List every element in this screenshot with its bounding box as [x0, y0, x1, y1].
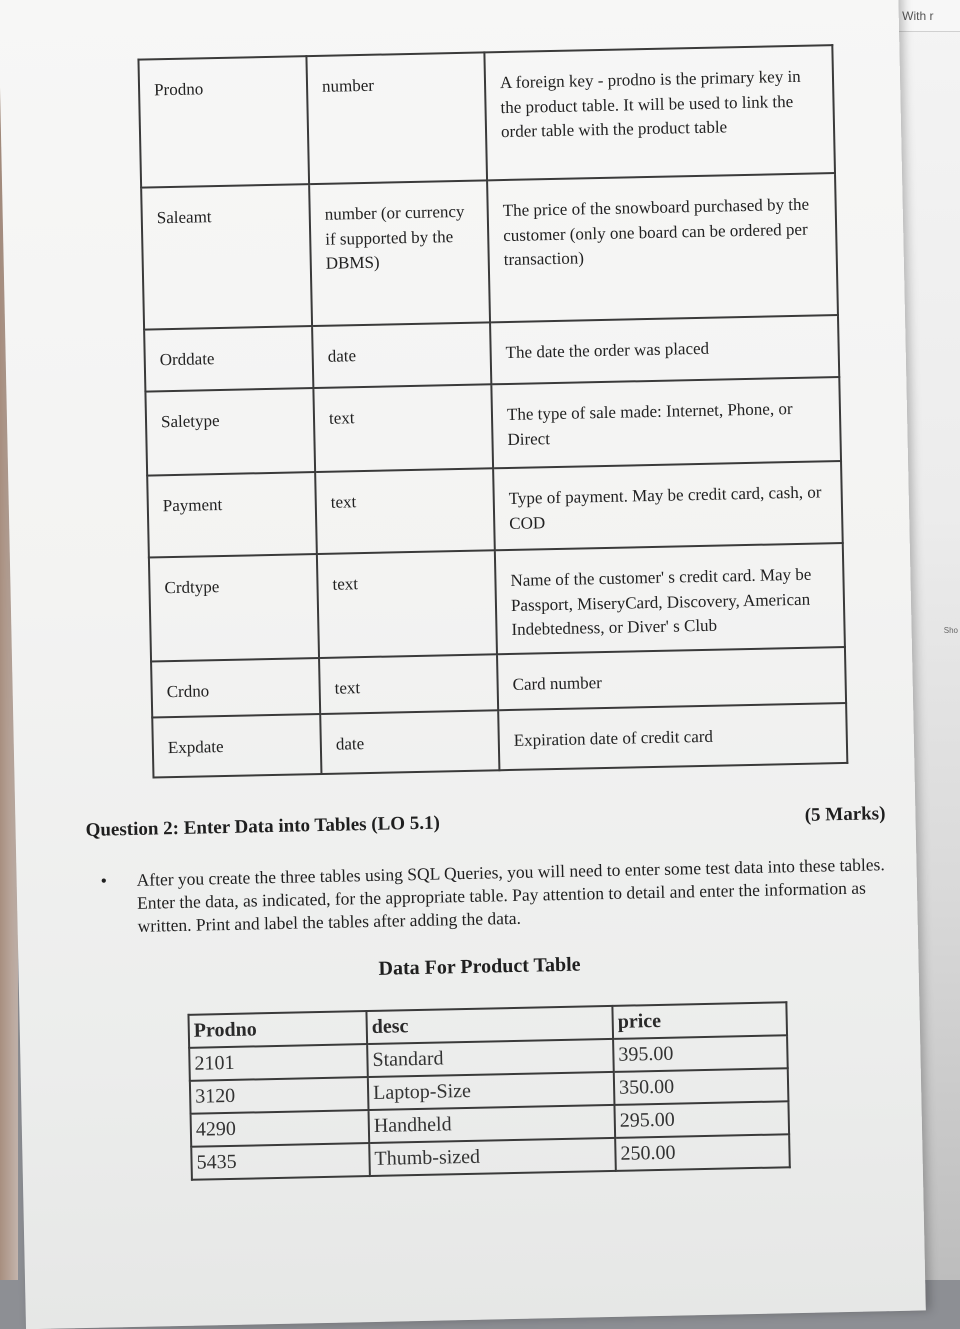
field-description: Name of the customer' s credit card. May be Passport, MiseryCard, Discovery, American Indebtedness, or Diver' s Club [495, 543, 845, 654]
question-marks: (5 Marks) [804, 803, 886, 826]
field-name: Crdno [151, 658, 320, 718]
field-description: The date the order was placed [490, 315, 839, 384]
field-name: Crdtype [149, 554, 319, 661]
field-name: Payment [147, 472, 317, 558]
field-name: Expdate [152, 714, 321, 778]
table-cell: 4290 [191, 1110, 370, 1147]
table-cell: 2101 [189, 1044, 368, 1081]
instruction-text: After you create the three tables using SQL Queries, you will need to enter some test data into these tables. Enter the data, as indicated, for the appropriate table. Pay attention to detail and enter the information as written. Print and label the tables after adding the data. [136, 854, 885, 937]
field-type: text [313, 384, 493, 472]
field-type: text [315, 468, 495, 554]
table-cell: 250.00 [615, 1134, 790, 1171]
table-cell: 3120 [190, 1077, 369, 1114]
table-row [149, 543, 845, 662]
field-name: Saletype [145, 388, 315, 475]
product-table-title: Data For Product Table [378, 953, 581, 980]
table-cell: 395.00 [613, 1035, 788, 1072]
field-name: Prodno [138, 56, 309, 187]
order-schema-table [137, 44, 848, 778]
field-type: date [320, 710, 499, 774]
question-heading [85, 803, 885, 842]
field-description: Expiration date of credit card [498, 703, 847, 770]
monitor-side-text: Sho [943, 626, 958, 635]
table-cell: Standard [367, 1039, 614, 1077]
field-type: text [319, 654, 498, 714]
question-title: Question 2: Enter Data into Tables (LO 5.1) [85, 812, 441, 841]
column-header: Prodno [188, 1011, 367, 1048]
field-name: Saleamt [141, 184, 312, 329]
table-row [138, 45, 835, 188]
browser-tab-label: With r [902, 8, 934, 23]
column-header: desc [366, 1006, 613, 1044]
table-row [141, 173, 838, 330]
field-description: Card number [497, 647, 846, 710]
table-cell: 295.00 [614, 1101, 789, 1138]
table-cell: Laptop-Size [368, 1072, 615, 1110]
table-row [147, 461, 843, 558]
product-data-table [187, 1001, 790, 1181]
field-description: Type of payment. May be credit card, cash, or COD [493, 461, 843, 550]
field-description: The type of sale made: Internet, Phone, or Direct [491, 377, 841, 468]
field-description: The price of the snowboard purchased by the customer (only one board can be ordered per transaction) [487, 173, 838, 322]
table-cell: Handheld [369, 1105, 616, 1143]
table-row [145, 377, 841, 476]
field-name: Orddate [144, 326, 313, 392]
field-description: A foreign key - prodno is the primary key in the product table. It will be used to link the order table with the product table [484, 45, 835, 180]
table-cell: Thumb-sized [369, 1138, 616, 1176]
table-cell: 350.00 [614, 1068, 789, 1105]
field-type: number (or currency if supported by the DBMS) [309, 180, 490, 326]
instruction-bullet [100, 853, 887, 939]
field-type: date [312, 322, 491, 388]
column-header: price [612, 1002, 787, 1039]
table-cell: 5435 [191, 1143, 370, 1180]
field-type: text [317, 550, 497, 658]
bullet-icon: • [100, 870, 108, 891]
field-type: number [306, 52, 487, 184]
